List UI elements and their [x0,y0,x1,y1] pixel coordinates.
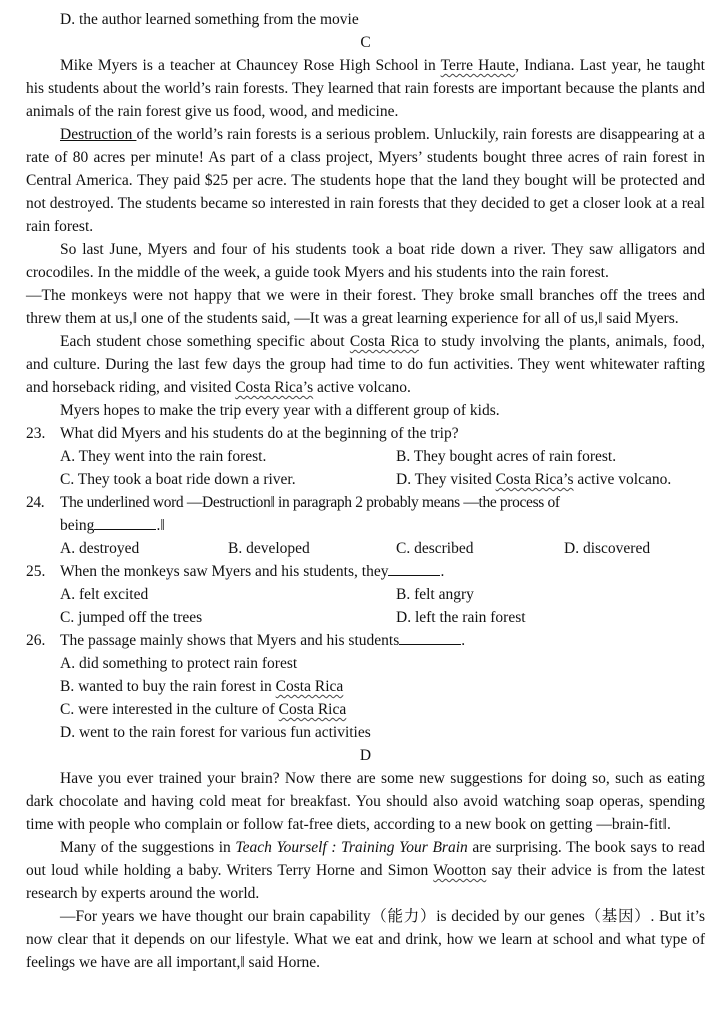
section-d-paragraph-3: ―For years we have thought our brain capability（能力）is decided by our genes（基因）. But it’s now clear that it depends on our lifestyle. What we eat and drink, how we learn at school and what type of feelings we have are all important,‖ said Horne. [26,908,705,971]
section-d-paragraph-2: Many of the suggestions in Teach Yourself : Training Your Brain are surprising. The book says to read out loud while holding a baby. Writers Terry Horne and Simon Wootton say their advice is from the latest research by experts around the world. [26,839,705,902]
option-c: C. described [396,540,474,557]
option-b: B. developed [228,540,310,557]
section-c-paragraph-6: Myers hopes to make the trip every year with a different group of kids. [60,402,500,419]
option-c: C. They took a boat ride down a river. [60,471,296,488]
option-c: C. were interested in the culture of Costa Rica [60,701,347,718]
question-23-options-row-1 [26,445,705,468]
destruction-underlined: Destruction [60,126,137,143]
option-b: B. wanted to buy the rain forest in Costa Rica [60,678,344,695]
question-stem: What did Myers and his students do at the beginning of the trip? [60,425,459,442]
terre-haute-text: Terre Haute [440,57,516,74]
answer-blank [388,560,440,576]
question-stem: The underlined word ―Destruction‖ in paragraph 2 probably means ―the process of [60,494,560,511]
costa-rica-text: Costa Rica [349,333,419,350]
section-c-paragraph-5: Each student chose something specific about Costa Rica to study involving the plants, animals, food, and culture. During the last few days the group had time to do fun activities. They went whitewater rafting and horseback riding, and visited Costa Rica’s active volcano. [26,333,705,396]
question-25-options-row-1 [26,583,705,606]
book-title: Teach Yourself : Training Your Brain [235,839,468,856]
option-d: D. They visited Costa Rica’s active volcano. [396,471,672,488]
section-d-heading: D [359,747,372,764]
question-25 [26,560,705,583]
question-25-options-row-2 [26,606,705,629]
option-d: D. left the rain forest [396,609,526,626]
wootton-text: Wootton [433,862,487,879]
option-c: C. jumped off the trees [60,609,203,626]
question-number: 23. [26,425,46,442]
question-23-options-row-2 [26,468,705,491]
section-c-heading: C [360,34,371,51]
option-d: D. went to the rain forest for various fun activities [60,724,371,741]
section-c-paragraph-1: Mike Myers is a teacher at Chauncey Rose High School in Terre Haute, Indiana. Last year, he taught his students about the world’s rain forests. They learned that rain forests are important because the plants and animals of the rain forest give us food, wood, and medicine. [26,57,705,120]
option-a: A. They went into the rain forest. [60,448,267,465]
question-number: 26. [26,632,46,649]
question-number: 24. [26,494,45,511]
costa-ricas-text: Costa Rica’s [235,379,314,396]
option-a: A. did something to protect rain forest [60,655,298,672]
question-26 [26,629,705,652]
question-24-stem-line-2: being .‖ [26,514,705,537]
previous-question-option-d: D. the author learned something from the movie [60,11,359,28]
answer-blank [94,514,156,530]
option-b: B. felt angry [396,586,474,603]
option-d: D. discovered [564,540,651,557]
question-23 [26,422,705,445]
section-d-paragraph-1: Have you ever trained your brain? Now there are some new suggestions for doing so, such as eating dark chocolate and having cold meat for breakfast. You should also avoid watching soap operas, spending time with people who complain or follow fat-free diets, according to a new book on getting ―brain-fit‖. [26,770,705,833]
section-c-paragraph-4: ―The monkeys were not happy that we were in their forest. They broke small branches off the trees and threw them at us,‖ one of the students said, ―It was a great learning experience for all of us,‖ said Myers. [26,287,705,327]
question-24-options [26,537,705,560]
option-b: B. They bought acres of rain forest. [396,448,617,465]
question-24 [26,491,705,514]
option-a: A. felt excited [60,586,149,603]
section-c-paragraph-2: Destruction of the world’s rain forests is a serious problem. Unluckily, rain forests are disappearing at a rate of 80 acres per minute! As part of a class project, Myers’ students bought three acres of rain forest in Central America. They paid $25 per acre. The students hope that the land they bought will be protected and not destroyed. The students became so interested in rain forests that they decided to get a closer look at a real rain forest. [26,126,705,235]
option-a: A. destroyed [60,540,140,557]
question-stem: When the monkeys saw Myers and his students, they . [60,560,444,583]
section-c-paragraph-3: So last June, Myers and four of his students took a boat ride down a river. They saw alligators and crocodiles. In the middle of the week, a guide took Myers and his students into the rain forest. [26,241,705,281]
question-number: 25. [26,563,46,580]
question-stem: The passage mainly shows that Myers and his students . [60,629,465,652]
answer-blank [399,629,461,645]
